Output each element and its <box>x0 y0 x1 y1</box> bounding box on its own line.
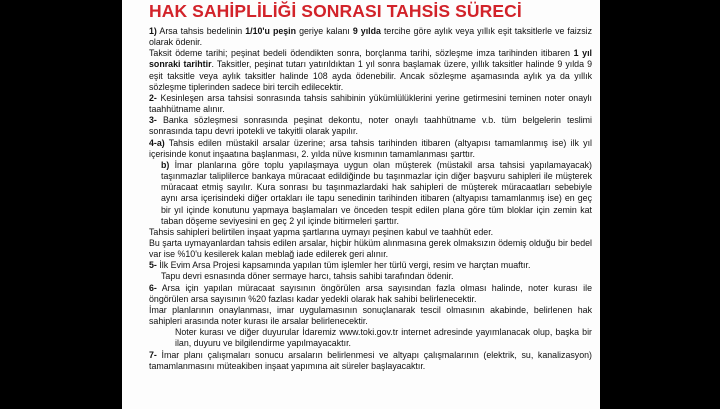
item-number: b) <box>161 159 170 170</box>
item-number: 6- <box>149 282 157 293</box>
document-body <box>149 26 592 372</box>
text: Arsa için yapılan müracaat sayısının öngörülen arsa sayısından fazla olması halinde, noter kurası ile öngörülen arsa sayısının %20 fazlası kadar yedekli olarak hak sahibi belirlenecektir. <box>149 282 592 304</box>
paragraph-7 <box>149 350 592 372</box>
item-number: 5- <box>149 260 157 271</box>
item-number: 7- <box>149 349 157 360</box>
text: İlk Evim Arsa Projesi kapsamında yapılan tüm işlemler her türlü vergi, resim ve harçtan muaftır. <box>156 260 531 271</box>
text: İmar planı çalışmaları sonucu arsaların belirlenmesi ve altyapı çalışmalarının (elektrik, su, kanalizasyon) tamamlanmasını müteakiben inşaat yapımına ait süreler başlayacaktır. <box>149 349 592 371</box>
text: Banka sözleşmesi sonrasında peşinat dekontu, noter onaylı taahhütname v.b. tüm belgelerin teslimi sonrasında tapu devri ipotekli ve takyitli olarak yapılır. <box>149 115 592 137</box>
paragraph-4a <box>149 138 592 160</box>
item-number: 4-a) <box>149 137 165 148</box>
bold-text: 1 yıl sonraki tarihtir <box>149 48 592 70</box>
text: Bu şarta uymayanlardan tahsis edilen arsalar, hiçbir hüküm alınmasına gerek olmaksızın ödemiş olduğu bir bedel var ise %10'u kesilerek kalan meblağ iade edilerek geri alınır. <box>149 237 592 260</box>
item-number: 1) <box>149 26 157 36</box>
paragraph-3 <box>149 115 592 137</box>
text: İmar planlarının onaylanması, imar uygulamasının sonuçlanarak tescil olmasının akabinde, belirlenen hak sahipleri arasında noter kurası ile arsalar belirlenecektir. <box>149 304 592 327</box>
bold-text: 9 yılda <box>352 26 381 36</box>
paragraph-commitment <box>149 227 592 238</box>
text: tercihe göre aylık veya yıllık eşit taksitlerle ve faizsiz olarak ödenir. <box>149 26 593 48</box>
paragraph-2 <box>149 93 592 115</box>
text: İmar planlarına göre toplu yapılaşmaya uygun olan müşterek (müstakil arsa tahsisi yapılamayacak) taşınmazlar taliplilerce bankaya müracaat edildiğinde bu taşınmazlar için diğer başvuru sahipleri ile müşterek müracaat etmiş sayılır. Kura sonrası bu taşınmazlardaki hak sahipleri de müşterek müracaatları sebebiyle aynı arsa içerisindeki diğer ortakları ile tapu senedinin tarihinden itibaren (altyapısı tamamlanmış ise) en geç bir yıl içinde konutunu yapmaya başlamaları ve önceden tespit edilen plana göre tüm bloklar için zemin kat taban döşeme seviyesini en geç 2 yıl içinde bitirmeleri şarttır. <box>161 159 592 226</box>
paragraph-5 <box>149 260 592 271</box>
item-number: 2- <box>149 92 157 103</box>
paragraph-installment <box>149 48 592 93</box>
document-title: HAK SAHİPLİLİĞİ SONRASI TAHSİS SÜRECİ <box>149 1 522 21</box>
text: Noter kurası ve diğer duyurular İdaremiz www.toki.gov.tr internet adresinde yayımlanacak olup, başka bir ilan, duyuru ve bilgilendirme yapılmayacaktır. <box>175 327 592 349</box>
bold-text: 1/10'u peşin <box>245 26 297 36</box>
paragraph-1 <box>149 26 592 48</box>
paragraph-4b <box>149 160 592 227</box>
text: Arsa tahsis bedelinin <box>156 26 246 36</box>
paragraph-announcements <box>149 327 592 349</box>
text: Tahsis edilen müstakil arsalar üzerine; arsa tahsis tarihinden itibaren (altyapısı tamamlanmış ise) ilk yıl içerisinde konut inşaatına başlanması, 2. yılda nüve kısmının tamamlanması şarttır. <box>149 137 592 159</box>
text: Tapu devri esnasında döner sermaye harcı, tahsis sahibi tarafından ödenir. <box>161 271 454 282</box>
paragraph-zoning <box>149 305 592 327</box>
paragraph-6 <box>149 283 592 305</box>
item-number: 3- <box>149 115 157 126</box>
paragraph-fee <box>149 271 592 282</box>
text: geriye kalanı <box>296 26 353 36</box>
text: Tahsis sahipleri belirtilen inşaat yapma şartlarına uymayı peşinen kabul ve taahhüt eder. <box>149 226 494 237</box>
text: . Taksitler, peşinat tutarı yatırıldıktan 1 yıl sonra başlamak üzere, yıllık taksitler halinde 9 yılda 9 eşit taksitle veya aylık taksitler halinde 108 ayda ödenebilir. Ancak sözleşme aşamasında aylık ya da yıllık sözleşme tiplerinden sadece biri tercih edilecektir. <box>149 59 592 92</box>
text: Kesinleşen arsa tahsisi sonrasında tahsis sahibinin yükümlülüklerini yerine getirmesini teminen noter onaylı taahhütname alınır. <box>149 92 592 115</box>
text: Taksit ödeme tarihi; peşinat bedeli ödendikten sonra, borçlanma tarihi, sözleşme imza tarihinden itibaren <box>149 48 574 59</box>
paragraph-penalty <box>149 238 592 260</box>
document-page <box>122 0 600 409</box>
